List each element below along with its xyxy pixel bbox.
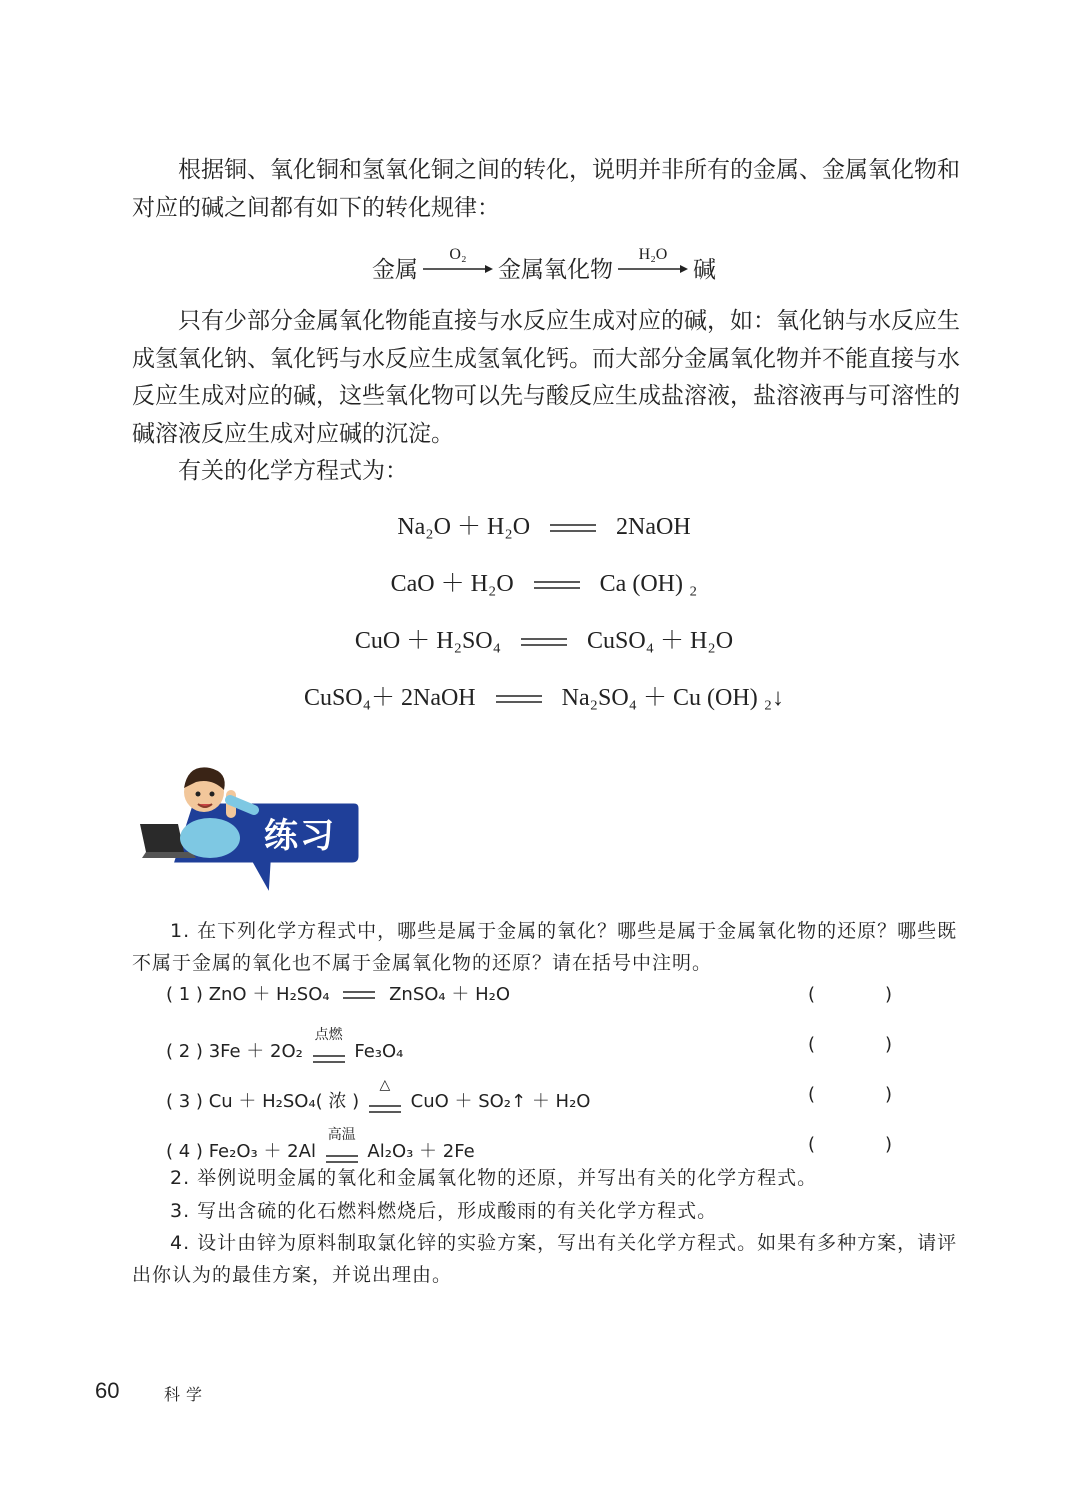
item-left: ZnO ＋ H₂SO₄ — [208, 984, 330, 1005]
scheme-arrow-1-label: O₂ — [449, 246, 467, 263]
answer-blank[interactable] — [808, 1028, 892, 1062]
equation-right: CuSO₄ ＋ H₂O — [587, 628, 734, 654]
item-number: ( 3 ) — [166, 1091, 203, 1112]
equals-sign-icon — [521, 637, 567, 647]
equation-right: 2NaOH — [616, 514, 691, 540]
intro-paragraph-1: 根据铜、氧化铜和氢氧化铜之间的转化，说明并非所有的金属、金属氧化物和对应的碱之间都有如下的转化规律： — [132, 157, 960, 221]
scheme-arrow-2 — [618, 246, 688, 274]
scheme-arrow-2-label: H₂O — [638, 246, 668, 263]
equation — [0, 567, 1088, 601]
equation-right: Na₂SO₄ ＋ Cu (OH) ₂↓ — [561, 685, 785, 711]
answer-blank[interactable] — [808, 1128, 892, 1162]
equation — [0, 624, 1088, 658]
item-left: Cu ＋ H₂SO₄( 浓 ) — [208, 1091, 360, 1112]
paren-close: ) — [884, 1084, 892, 1105]
item-right: Fe₃O₄ — [354, 1041, 404, 1062]
answer-blank[interactable] — [808, 1078, 892, 1112]
item-right: ZnSO₄ ＋ H₂O — [389, 984, 510, 1005]
item-right: CuO ＋ SO₂↑ ＋ H₂O — [410, 1091, 591, 1112]
equation-right: Ca (OH) ₂ — [599, 571, 698, 597]
reaction-condition — [313, 1028, 345, 1076]
exercise-banner-illustration — [132, 760, 372, 900]
scheme-metal: 金属 — [372, 257, 418, 283]
item-right: Al₂O₃ ＋ 2Fe — [367, 1141, 475, 1162]
equals-sign-icon — [343, 990, 375, 1000]
equals-sign-icon — [496, 694, 542, 704]
question-1-item — [166, 1028, 896, 1062]
equation-left: Na₂O ＋ H₂O — [397, 514, 531, 540]
paren-close: ) — [884, 984, 892, 1005]
equals-sign-icon — [534, 580, 580, 590]
arrow-right-icon — [423, 264, 493, 274]
item-number: ( 1 ) — [166, 984, 203, 1005]
question-3: 3. 写出含硫的化石燃料燃烧后，形成酸雨的有关化学方程式。 — [170, 1200, 718, 1222]
question-2: 2. 举例说明金属的氧化和金属氧化物的还原，并写出有关的化学方程式。 — [170, 1167, 818, 1189]
question-1: 1. 在下列化学方程式中，哪些是属于金属的氧化？哪些是属于金属氧化物的还原？哪些既不属于金属的氧化也不属于金属氧化物的还原？请在括号中注明。 — [132, 920, 958, 974]
paren-close: ) — [884, 1034, 892, 1055]
paren-open: ( — [808, 1134, 816, 1155]
condition-label: △ — [379, 1077, 391, 1093]
intro-paragraph-3: 有关的化学方程式为： — [178, 458, 408, 484]
question-1-item — [166, 1128, 896, 1162]
condition-label: 高温 — [327, 1127, 356, 1143]
paren-close: ) — [884, 1134, 892, 1155]
scheme-base: 碱 — [693, 257, 716, 283]
exercise-title: 练习 — [264, 816, 336, 856]
answer-blank[interactable] — [808, 978, 892, 1012]
equation — [0, 510, 1088, 544]
subject-label: 科学 — [164, 1385, 209, 1404]
intro-paragraph-2: 只有少部分金属氧化物能直接与水反应生成对应的碱，如：氧化钠与水反应生成氢氧化钠、氧化钙与水反应生成氢氧化钙。而大部分金属氧化物并不能直接与水反应生成对应的碱，这些氧化物可以先与酸反应生成盐溶液，盐溶液再与可溶性的碱溶液反应生成对应碱的沉淀。 — [132, 308, 960, 447]
equals-sign-icon — [550, 523, 596, 533]
conversion-scheme — [0, 236, 1088, 284]
item-left: Fe₂O₃ ＋ 2Al — [208, 1141, 316, 1162]
equals-sign-icon — [369, 1104, 401, 1114]
question-1-item — [166, 1078, 896, 1112]
equals-sign-icon — [313, 1054, 345, 1064]
condition-label: 点燃 — [314, 1027, 343, 1043]
item-number: ( 4 ) — [166, 1141, 203, 1162]
equation — [0, 681, 1088, 715]
equation-left: CuSO₄＋ 2NaOH — [303, 685, 476, 711]
page-number: 60 — [95, 1378, 120, 1403]
arrow-right-icon — [618, 264, 688, 274]
item-left: 3Fe ＋ 2O₂ — [208, 1041, 303, 1062]
scheme-metal-oxide: 金属氧化物 — [498, 257, 613, 283]
scheme-arrow-1 — [423, 246, 493, 274]
paren-open: ( — [808, 1034, 816, 1055]
equation-left: CaO ＋ H₂O — [390, 571, 514, 597]
paren-open: ( — [808, 1084, 816, 1105]
question-1-item — [166, 978, 896, 1012]
reaction-condition — [369, 1078, 401, 1126]
item-number: ( 2 ) — [166, 1041, 203, 1062]
equation-left: CuO ＋ H₂SO₄ — [354, 628, 501, 654]
question-4: 4. 设计由锌为原料制取氯化锌的实验方案，写出有关化学方程式。如果有多种方案，请评出你认为的最佳方案，并说出理由。 — [132, 1232, 958, 1286]
paren-open: ( — [808, 984, 816, 1005]
